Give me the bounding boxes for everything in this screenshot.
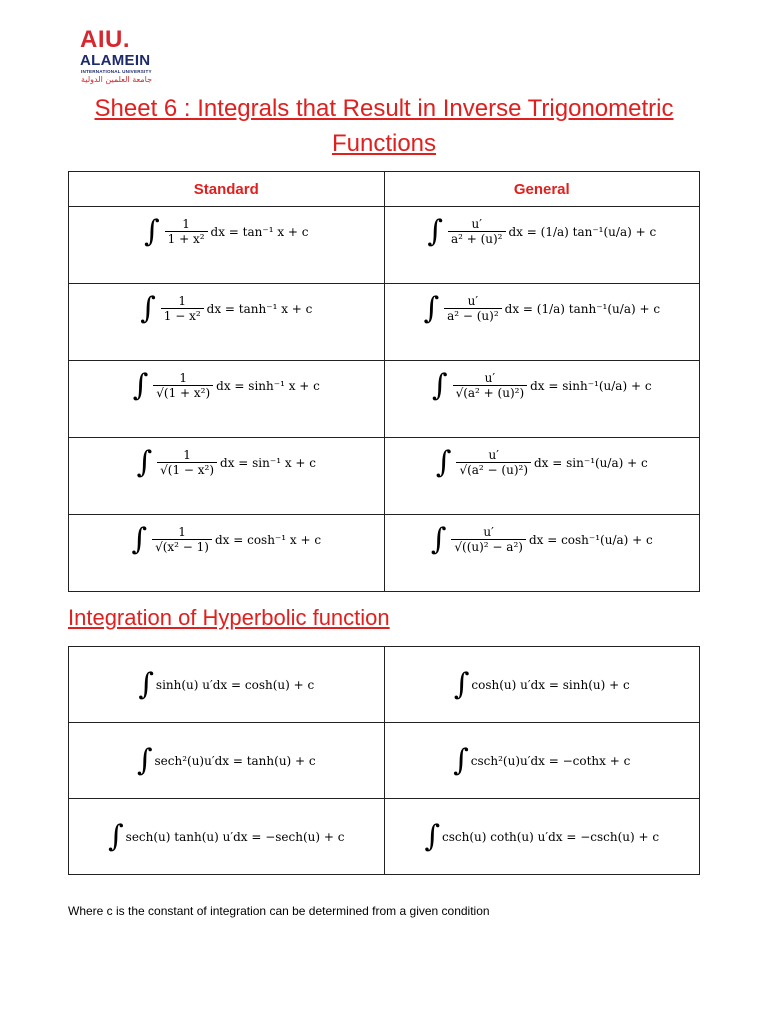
numerator: u′ — [483, 525, 494, 539]
numerator: 1 — [183, 448, 191, 462]
right-hand-side: dx = tanh⁻¹ x + c — [206, 302, 313, 316]
denominator: √(1 + x²) — [153, 385, 213, 401]
denominator: √(a² − (u)²) — [456, 462, 531, 478]
formula — [385, 818, 700, 854]
logo-alamein: ALAMEIN — [80, 52, 151, 69]
integral-sign-icon: ∫ — [453, 742, 469, 778]
integral-sign-icon: ∫ — [138, 666, 154, 702]
integral-sign-icon: ∫ — [431, 368, 448, 403]
footnote: Where c is the constant of integration can be determined from a given condition — [68, 904, 490, 918]
header-standard: Standard — [69, 172, 385, 207]
formula-cell-general — [384, 361, 700, 438]
integral-sign-icon: ∫ — [430, 522, 447, 557]
denominator: √(a² + (u)²) — [453, 385, 528, 401]
fraction — [444, 294, 502, 324]
logo-subtitle: INTERNATIONAL UNIVERSITY — [81, 69, 152, 74]
formula — [69, 666, 384, 702]
formula — [69, 207, 384, 247]
integral-sign-icon: ∫ — [423, 291, 440, 326]
numerator: u′ — [471, 217, 482, 231]
formula — [385, 207, 700, 247]
integral-sign-icon: ∫ — [143, 214, 160, 249]
integral-sign-icon: ∫ — [424, 818, 441, 854]
formula — [385, 666, 700, 702]
numerator: u′ — [488, 448, 499, 462]
formula — [69, 361, 384, 401]
right-hand-side: dx = sinh⁻¹ x + c — [216, 379, 320, 393]
formula — [69, 284, 384, 324]
denominator: √(1 − x²) — [157, 462, 217, 478]
section-heading-hyperbolic: Integration of Hyperbolic function — [68, 605, 390, 630]
formula-cell-general — [384, 438, 700, 515]
formula — [385, 361, 700, 401]
integral-sign-icon: ∫ — [140, 291, 156, 326]
right-hand-side: dx = cosh⁻¹ x + c — [214, 533, 322, 547]
header-general: General — [384, 172, 700, 207]
integral-sign-icon: ∫ — [435, 445, 452, 480]
integral-sign-icon: ∫ — [136, 742, 153, 778]
formula — [385, 515, 700, 555]
logo-aiu: AIU. — [80, 26, 130, 53]
logo-arabic: جامعة العلمين الدولية — [81, 75, 153, 84]
denominator: 1 − x² — [161, 308, 204, 324]
right-hand-side: dx = sin⁻¹(u/a) + c — [534, 456, 648, 470]
numerator: 1 — [178, 294, 187, 308]
hyperbolic-formula-cell — [69, 799, 385, 875]
right-hand-side: dx = tan⁻¹ x + c — [210, 225, 309, 239]
fraction — [456, 448, 531, 478]
formula-cell-standard — [69, 361, 385, 438]
denominator: a² − (u)² — [444, 308, 502, 324]
formula-cell-general — [384, 284, 700, 361]
hyperbolic-formula-cell — [384, 723, 700, 799]
formula-cell-standard — [69, 284, 385, 361]
fraction — [157, 448, 217, 478]
integral-sign-icon: ∫ — [132, 368, 149, 403]
formula — [69, 742, 384, 778]
fraction — [448, 217, 506, 247]
university-logo — [80, 26, 180, 86]
right-hand-side: dx = cosh⁻¹(u/a) + c — [528, 533, 653, 547]
right-hand-side: dx = (1/a) tan⁻¹(u/a) + c — [508, 225, 657, 239]
table-row — [69, 438, 700, 515]
hyperbolic-formula-cell — [384, 647, 700, 723]
integral-sign-icon: ∫ — [427, 214, 443, 249]
hyperbolic-formula-cell — [69, 647, 385, 723]
numerator: 1 — [178, 525, 186, 539]
table-row — [69, 284, 700, 361]
formula-cell-general — [384, 207, 700, 284]
table-row — [69, 799, 700, 875]
denominator: a² + (u)² — [448, 231, 506, 247]
formula-cell-general — [384, 515, 700, 592]
integral-sign-icon: ∫ — [108, 818, 124, 854]
hyperbolic-formula-cell — [69, 723, 385, 799]
right-hand-side: dx = sinh⁻¹(u/a) + c — [530, 379, 652, 393]
integral-sign-icon: ∫ — [453, 666, 470, 702]
table-row — [69, 361, 700, 438]
fraction — [152, 525, 212, 555]
formula-text: csch²(u)u′dx = −cothx + c — [470, 753, 631, 768]
formula-text: sech²(u)u′dx = tanh(u) + c — [154, 753, 316, 768]
formula — [385, 438, 700, 478]
integral-sign-icon: ∫ — [136, 445, 153, 480]
table-row — [69, 647, 700, 723]
formula-cell-standard — [69, 207, 385, 284]
sheet-title-line2: Functions — [331, 130, 437, 157]
formula — [385, 284, 700, 324]
numerator: 1 — [182, 217, 190, 231]
denominator: √(x² − 1) — [152, 539, 212, 555]
fraction — [161, 294, 204, 324]
table-row — [69, 515, 700, 592]
fraction — [153, 371, 213, 401]
formula — [69, 818, 384, 854]
formula-text: sech(u) tanh(u) u′dx = −sech(u) + c — [125, 829, 345, 844]
fraction — [165, 217, 208, 247]
denominator: 1 + x² — [165, 231, 208, 247]
numerator: 1 — [179, 371, 188, 385]
formula — [69, 515, 384, 555]
right-hand-side: dx = (1/a) tanh⁻¹(u/a) + c — [504, 302, 661, 316]
sheet-title-line1: Sheet 6 : Integrals that Result in Inverse Trigonometric — [94, 95, 674, 122]
fraction — [451, 525, 526, 555]
formula-text: csch(u) coth(u) u′dx = −csch(u) + c — [442, 829, 660, 844]
hyperbolic-table — [68, 646, 700, 875]
formula-cell-standard — [69, 515, 385, 592]
formula — [69, 438, 384, 478]
formula-text: sinh(u) u′dx = cosh(u) + c — [155, 677, 315, 692]
formula — [385, 742, 700, 778]
table-row — [69, 207, 700, 284]
formula-cell-standard — [69, 438, 385, 515]
numerator: u′ — [467, 294, 479, 308]
inverse-trig-table — [68, 171, 700, 592]
right-hand-side: dx = sin⁻¹ x + c — [220, 456, 317, 470]
hyperbolic-formula-cell — [384, 799, 700, 875]
integral-sign-icon: ∫ — [131, 522, 148, 557]
table-row — [69, 723, 700, 799]
formula-text: cosh(u) u′dx = sinh(u) + c — [471, 677, 630, 692]
numerator: u′ — [484, 371, 496, 385]
denominator: √((u)² − a²) — [451, 539, 526, 555]
fraction — [453, 371, 528, 401]
